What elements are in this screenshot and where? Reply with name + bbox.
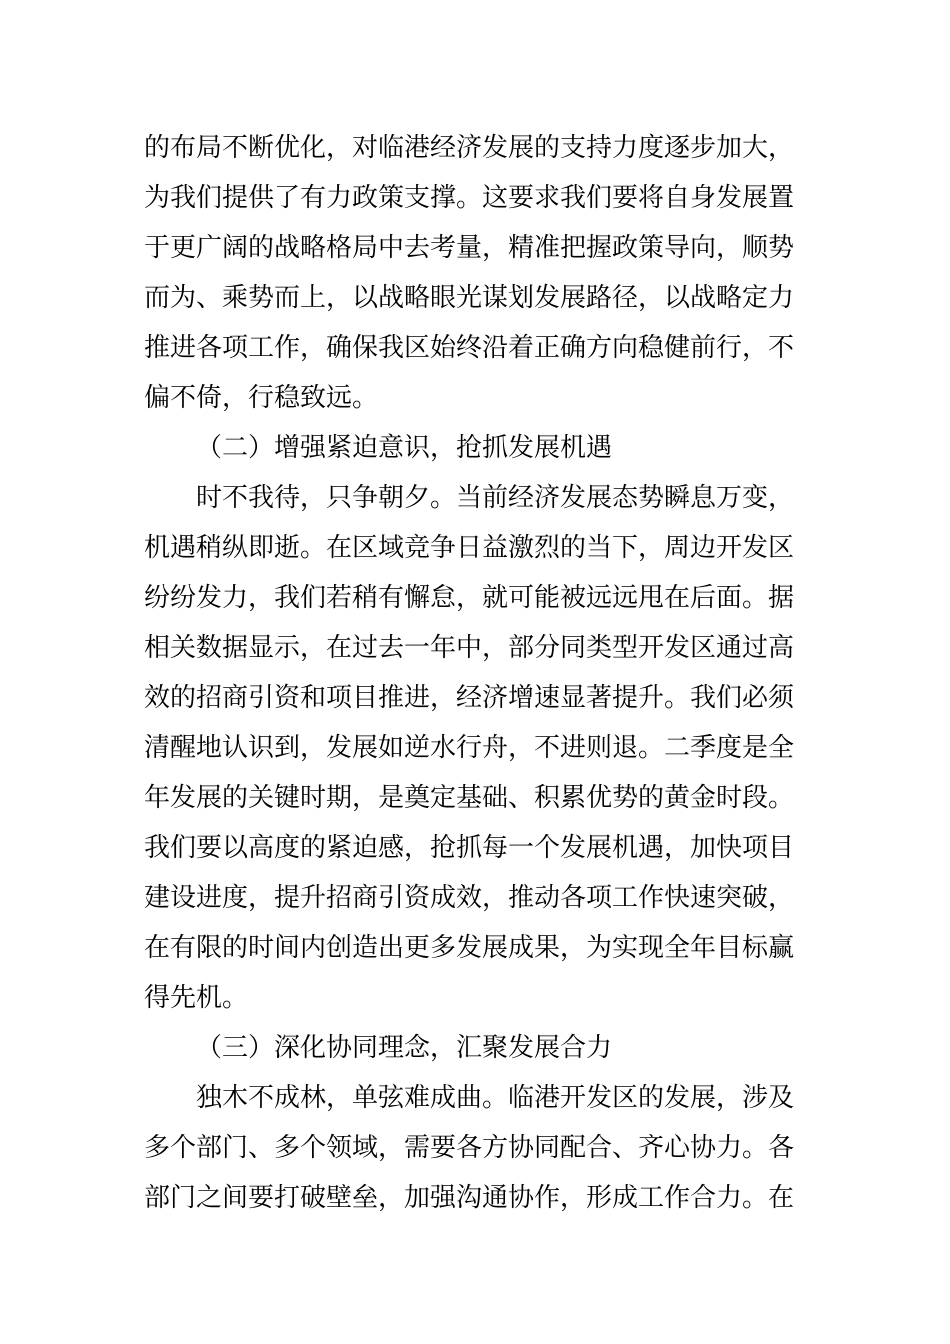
paragraph-line: 于更广阔的战略格局中去考量，精准把握政策导向，顺势 — [144, 233, 795, 263]
paragraph-line: 而为、乘势而上，以战略眼光谋划发展路径，以战略定力 — [144, 283, 795, 313]
paragraph-line: 为我们提供了有力政策支撑。这要求我们要将自身发展置 — [144, 183, 795, 213]
paragraph-line: 推进各项工作，确保我区始终沿着正确方向稳健前行，不 — [144, 333, 795, 363]
paragraph-line: 效的招商引资和项目推进，经济增速显著提升。我们必须 — [144, 683, 795, 713]
paragraph-line: 得先机。 — [144, 983, 249, 1013]
paragraph-line: 相关数据显示，在过去一年中，部分同类型开发区通过高 — [144, 633, 795, 663]
paragraph-line: 独木不成林，单弦难成曲。临港开发区的发展，涉及 — [196, 1083, 795, 1113]
section-heading-2: （二）增强紧迫意识，抢抓发展机遇 — [196, 433, 613, 463]
paragraph-line: 纷纷发力，我们若稍有懈怠，就可能被远远甩在后面。据 — [144, 583, 795, 613]
paragraph-line: 在有限的时间内创造出更多发展成果，为实现全年目标赢 — [144, 933, 795, 963]
paragraph-line: 的布局不断优化，对临港经济发展的支持力度逐步加大， — [144, 133, 795, 163]
paragraph-line: 建设进度，提升招商引资成效，推动各项工作快速突破， — [144, 883, 795, 913]
paragraph-line: 时不我待，只争朝夕。当前经济发展态势瞬息万变， — [196, 483, 795, 513]
paragraph-line: 我们要以高度的紧迫感，抢抓每一个发展机遇，加快项目 — [144, 833, 795, 863]
paragraph-line: 年发展的关键时期，是奠定基础、积累优势的黄金时段。 — [144, 783, 795, 813]
paragraph-line: 多个部门、多个领域，需要各方协同配合、齐心协力。各 — [144, 1133, 795, 1163]
paragraph-line: 部门之间要打破壁垒，加强沟通协作，形成工作合力。在 — [144, 1183, 795, 1213]
section-heading-3: （三）深化协同理念，汇聚发展合力 — [196, 1033, 613, 1063]
paragraph-line: 清醒地认识到，发展如逆水行舟，不进则退。二季度是全 — [144, 733, 795, 763]
paragraph-line: 偏不倚，行稳致远。 — [144, 383, 379, 413]
paragraph-line: 机遇稍纵即逝。在区域竞争日益激烈的当下，周边开发区 — [144, 533, 795, 563]
